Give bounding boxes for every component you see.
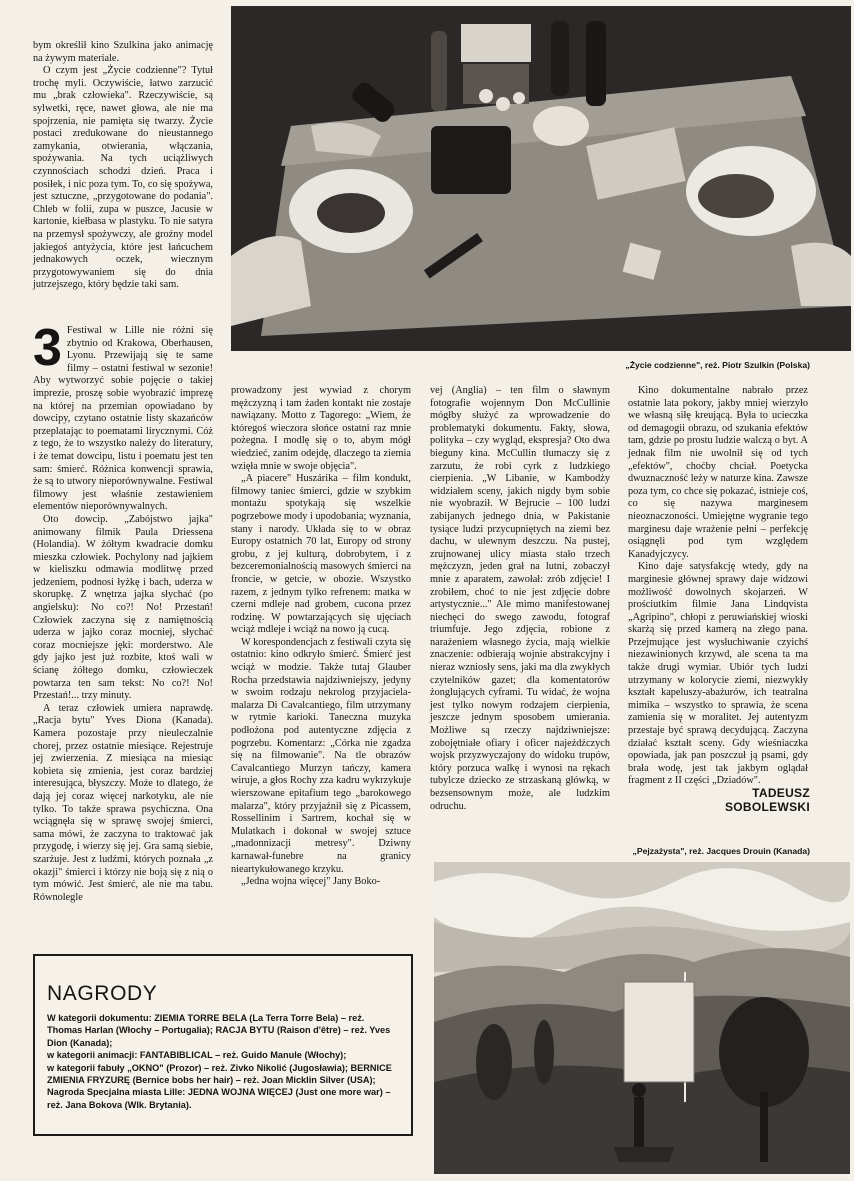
lead-text: Festiwal w Lille nie różni się zbytnio od Krakowa, Oberhausen, Lyonu. Przewijają się te same filmy – ostatni festiwal w sezonie! Aby wytworzyć sobie pojęcie o takiej imprezie, proszę sobie wyobrazić imprezę na której na przemian opowiadano by dowcipy, czytano ostatnie listy skazańców przeplatając to poematami lirycznymi. Cóż z tego, że to wszystko należy do literatury, i że temat dowcipu, listu i poematu jest ten sam: śmierć. Różnica konwencji sprawia, że są to utwory nieporównywalne. Festiwal filmowy jest właśnie zestawieniem elementów nieporównywalnych. xyxy=(33,325,213,513)
award-item: w kategorii fabuły „OKNO" (Prozor) – reż. Zivko Nikolić (Jugosławia); BERNICE ZMIENIA FRYZURĘ (Bernice bobs her hair) – reż. Joan Micklin Silver (USA); xyxy=(47,1062,392,1086)
author-last-name: SOBOLEWSKI xyxy=(724,800,810,814)
paragraph: Kino dokumentalne nabrało przez ostatnie lata pokory, jakby mniej wierzyło we własną siłę kreującą. Była to ucieczka od demagogii obrazu, od szukania efektów tam, gdzie po prostu ludzie walczą o byt. A jednak film nie uwolnił się od tych „efektów", choćby chciał. Poetycka dwuznaczność leży w naturze kina. Zawsze poza tym, co chce się pokazać, istnieje coś, co się nazywa marginesem nieoznaczoności. Umiejętne wygranie tego marginesu daje wrażenie pełni – perfekcję osiągnęli pod tym względem Kanadyjczycy. xyxy=(628,385,808,560)
section-3-lead xyxy=(33,319,213,514)
paragraph: O czym jest „Życie codzienne"? Tytuł trochę myli. Oczywiście, łatwo zarzucić mu „brak człowieka". Rzeczywiście, są sylwetki, ręce, nawet głowa, ale nie ma spojrzenia, nie pamięta się twarzy. Życie postaci zredukowane do nieustannego zamykania, otwierania, włączania, spożywania. Na tych uciążliwych czynnościach schodzi dzień. Praca i posiłek, i nic poza tym. To, co się spożywa, jest sztuczne, „przygotowane do podania". Chleb w folii, zupa w puszce, Jacusie w kartonie, kiełbasa w plastyku. To nie satyra na przemysł spożywczy, ale groźny model jakiegoś antyżycia, które jest łańcuchem jednakowych oczek, wiecznym przygotowywaniem się do dnia jutrzejszego, który będzie taki sam. xyxy=(33,65,213,291)
author-first-name: TADEUSZ xyxy=(752,786,810,800)
table-scene-illustration xyxy=(231,6,851,351)
caption-photo-1: „Życie codzienne", reż. Piotr Szulkin (Polska) xyxy=(625,360,810,370)
landscape-illustration xyxy=(434,862,850,1174)
photo-pejzazysta xyxy=(434,862,850,1174)
column-1-top-text xyxy=(33,40,213,292)
paragraph: Kino daje satysfakcję wtedy, gdy na marginesie głównej sprawy daje widzowi możliwość dowolnych skojarzeń. W prościutkim filmie Jana Lindqvista „Agripino", chłopi z peruwiańskiej wioski skarżą się przed kamerą na złego pana. Przejmujące jest wysłuchiwanie czyichś niezawinionych krzywd, ale scena ta ma także drugi wymiar. Ubiór tych ludzi utrzymany w kolorycie ziemi, niezwykły kształt kapeluszy-abażurów, ich teatralna mimika – wszystko to sprawia, że scena zamienia się w moralitet. Jej autentyzm przestaje być sprawą decydującą. Zaczyna działać kształt sceny. Gdy wieśniaczka opowiada, jak pan poszczuł ją psami, gdy brała wodę, jest tak jakbym oglądał fragment z II części „Dziadów". xyxy=(628,561,808,787)
paragraph: A teraz człowiek umiera naprawdę. „Racja bytu" Yves Diona (Kanada). Kamera pozostaje przy nieuleczalnie chorej, przez ostatnie miesiące. Rejestruje jej zwierzenia. Z miesiąca na miesiąc kobieta się zmienia, jest coraz bardziej interesująca, błyszczy. Może to dlatego, że dają jej coraz więcej narkotyku, ale nie tylko. To także sprawa psychiczna. Ona wciągnęła się w sprawę swojej śmierci, sama mówi, że zaczyna to traktować jak przygodę, i wierzy się jej. Gra samą siebie, szarżuje. Jest z ludźmi, których poznała „z okazji" śmierci i którzy nie boją się z nią o tym mówić. Jest śmierć, ale nie ma tabu. Równolegle xyxy=(33,702,213,903)
award-item: Nagroda Specjalna miasta Lille: JEDNA WOJNA WIĘCEJ (Just one more war) – reż. Jana Bokova (Wlk. Brytania). xyxy=(47,1087,391,1110)
column-3-text xyxy=(430,385,610,813)
author-signature xyxy=(640,786,810,814)
paragraph: Oto dowcip. „Zabójstwo jajka" animowany filmik Paula Driessena (Holandia). W żółtym kwadracie domku mieszka człowiek. Pochylony nad jajkiem w kieliszku odmawia modlitwę przed jedzeniem, podnosi łyżkę i bach, uderza w skorupkę. Z wnętrza jajka słychać (po angielsku): No co?! No! Przestań! Człowiek zaczyna się z namiętnością uderza w jajko coraz mocniej, słychać coraz mocniejsze jęki: morderstwo. Ale gdy jajko jest już rozbite, ktoś wali w ścianę żółtego domku, człowieczek powtarza ten sam tekst: No co?! No! Przestań!... trzy minuty. xyxy=(33,513,213,702)
column-2-text xyxy=(231,385,411,889)
paragraph: bym określił kino Szulkina jako animację na żywym materiale. xyxy=(33,40,213,64)
awards-title: NAGRODY xyxy=(47,982,158,1005)
caption-photo-2: „Pejzażysta", reż. Jacques Drouin (Kanada) xyxy=(632,846,810,856)
paragraph: „Jedna wojna więcej" Jany Boko- xyxy=(241,876,381,888)
awards-list xyxy=(47,1012,399,1111)
column-1-section-3 xyxy=(33,319,213,904)
paragraph: vej (Anglia) – ten film o sławnym fotografie wojennym Don McCullinie mógłby służyć za wprowadzenie do problematyki dokumentu. Fakty, słowa, polityka – czy wygląd, ekspresja? Oto dwa bieguny kina. McCullin tłumaczy się z zarzutu, że robi cyrk z ludzkiego cierpienia. „W Libanie, w Kambodży widziałem sceny, jakich nigdy bym sobie nie wyobraził. W Bejrucie – 100 ludzi zabijanych jednego dnia, w Pakistanie tysiące ludzi przycupniętych na ziemi bez dachu, w ulewnym deszczu. Na pustej, zrujnowanej ulicy miasta stało trzech mężczyzn, jeden grał na lutni, zobaczył mnie z aparatem, zawołał: zrób zdjęcie! I zrobiłem, choć to nie jest zdjęcie dobre artystycznie..." Ale mimo manifestowanej niechęci do swego zawodu, fotograf triumfuje. Jego zdjęcia, robione z narażeniem własnego życia, mają wielkie znaczenie: odbierają wojnie abstrakcyjny i nieraz wzniosły sens, jaki ma dla zwykłych czytelników gazet; dla komentatorów żonglujących cyframi. Tu widać, że wojna jest tylko nowym rodzajem cierpienia, jeszcze jednym sposobem umierania. Możliwe są rzeczy najdziwniejsze: zobojętniałe ofiary i oficer najeźdźczych wojsk przyzwyczajony do widoku trupów, który porzuca walkę i wynosi na rękach tubylcze dziecko ze strzaskaną główką, w bezsensownym może, ale ludzkim odruchu. xyxy=(430,385,610,812)
photo-zycie-codzienne xyxy=(231,6,851,351)
award-item: w kategorii animacji: FANTABIBLICAL – reż. Guido Manule (Włochy); xyxy=(47,1050,347,1061)
column-4-text xyxy=(628,385,808,788)
awards-box xyxy=(33,954,413,1136)
award-item: W kategorii dokumentu: ZIEMIA TORRE BELA (La Terra Torre Bela) – reż. Thomas Harlan (Włochy – Portugalia); RACJA BYTU (Raison d'être) – reż. Yves Dion (Kanada); xyxy=(47,1013,391,1048)
drop-cap: 3 xyxy=(33,319,62,377)
paragraph: „A piacere" Huszárika – film kondukt, filmowy taniec śmierci, gdzie w szybkim montażu spotykają się wszelkie pogrzebowe mody i upodobania; wyznania, stany i narody. Układa się to w obraz Europy ostatnich 70 lat, Europy od strony grobu, z jej kulturą, dobrobytem, i z bezceremonialnością masowych śmierci na froncie, w getcie, w obozie. Wszystko razem, z jednym tylko refrenem: matka w czerni mdleje nad grobem, cucona przez rodzinę. W powtarzających się ujęciach wciąż mdleje i wciąż na nowo ją cucą. xyxy=(231,473,411,636)
paragraph: prowadzony jest wywiad z chorym mężczyzną i tam żaden kontakt nie zostaje nawiązany. Motto z Tagorego: „Wiem, że któregoś wieczora słońce ostatni raz mnie pożegna. I modlę się o to, abym mógł wiedzieć, zanim odejdę, dlaczego ta ziemia wzięła mnie w swoje objęcia". xyxy=(231,385,411,472)
paragraph: W korespondencjach z festiwali czyta się ostatnio: kino odkryło śmierć. Śmierć jest wciąż w modzie. Także tutaj Glauber Rocha przedstawia najdziwniejszy, jedyny w swoim rodzaju nekrolog przyjaciela-malarza Di Cavalcantiego, film utrzymany w rytmie karioki. Taneczna muzyka podłożona pod autentyczne zdjęcia z pogrzebu. Komentarz: „Córka nie zgadza się na filmowanie". Na tle obrazów Cavalcantiego Murzyn tańczy, kamera wiruje, a głos Rochy zza kadru wykrzykuje wierszowane epitafium tego „barokowego malarza", który przyjaźnił się z Picassem, Rossellinim i Sartrem, kochał się w Mulatkach i dokonał w swojej sztuce „madonnizacji metresy". Dziwny karnawał-funebre na granicy nieartykułowanego krzyku. xyxy=(231,636,411,875)
